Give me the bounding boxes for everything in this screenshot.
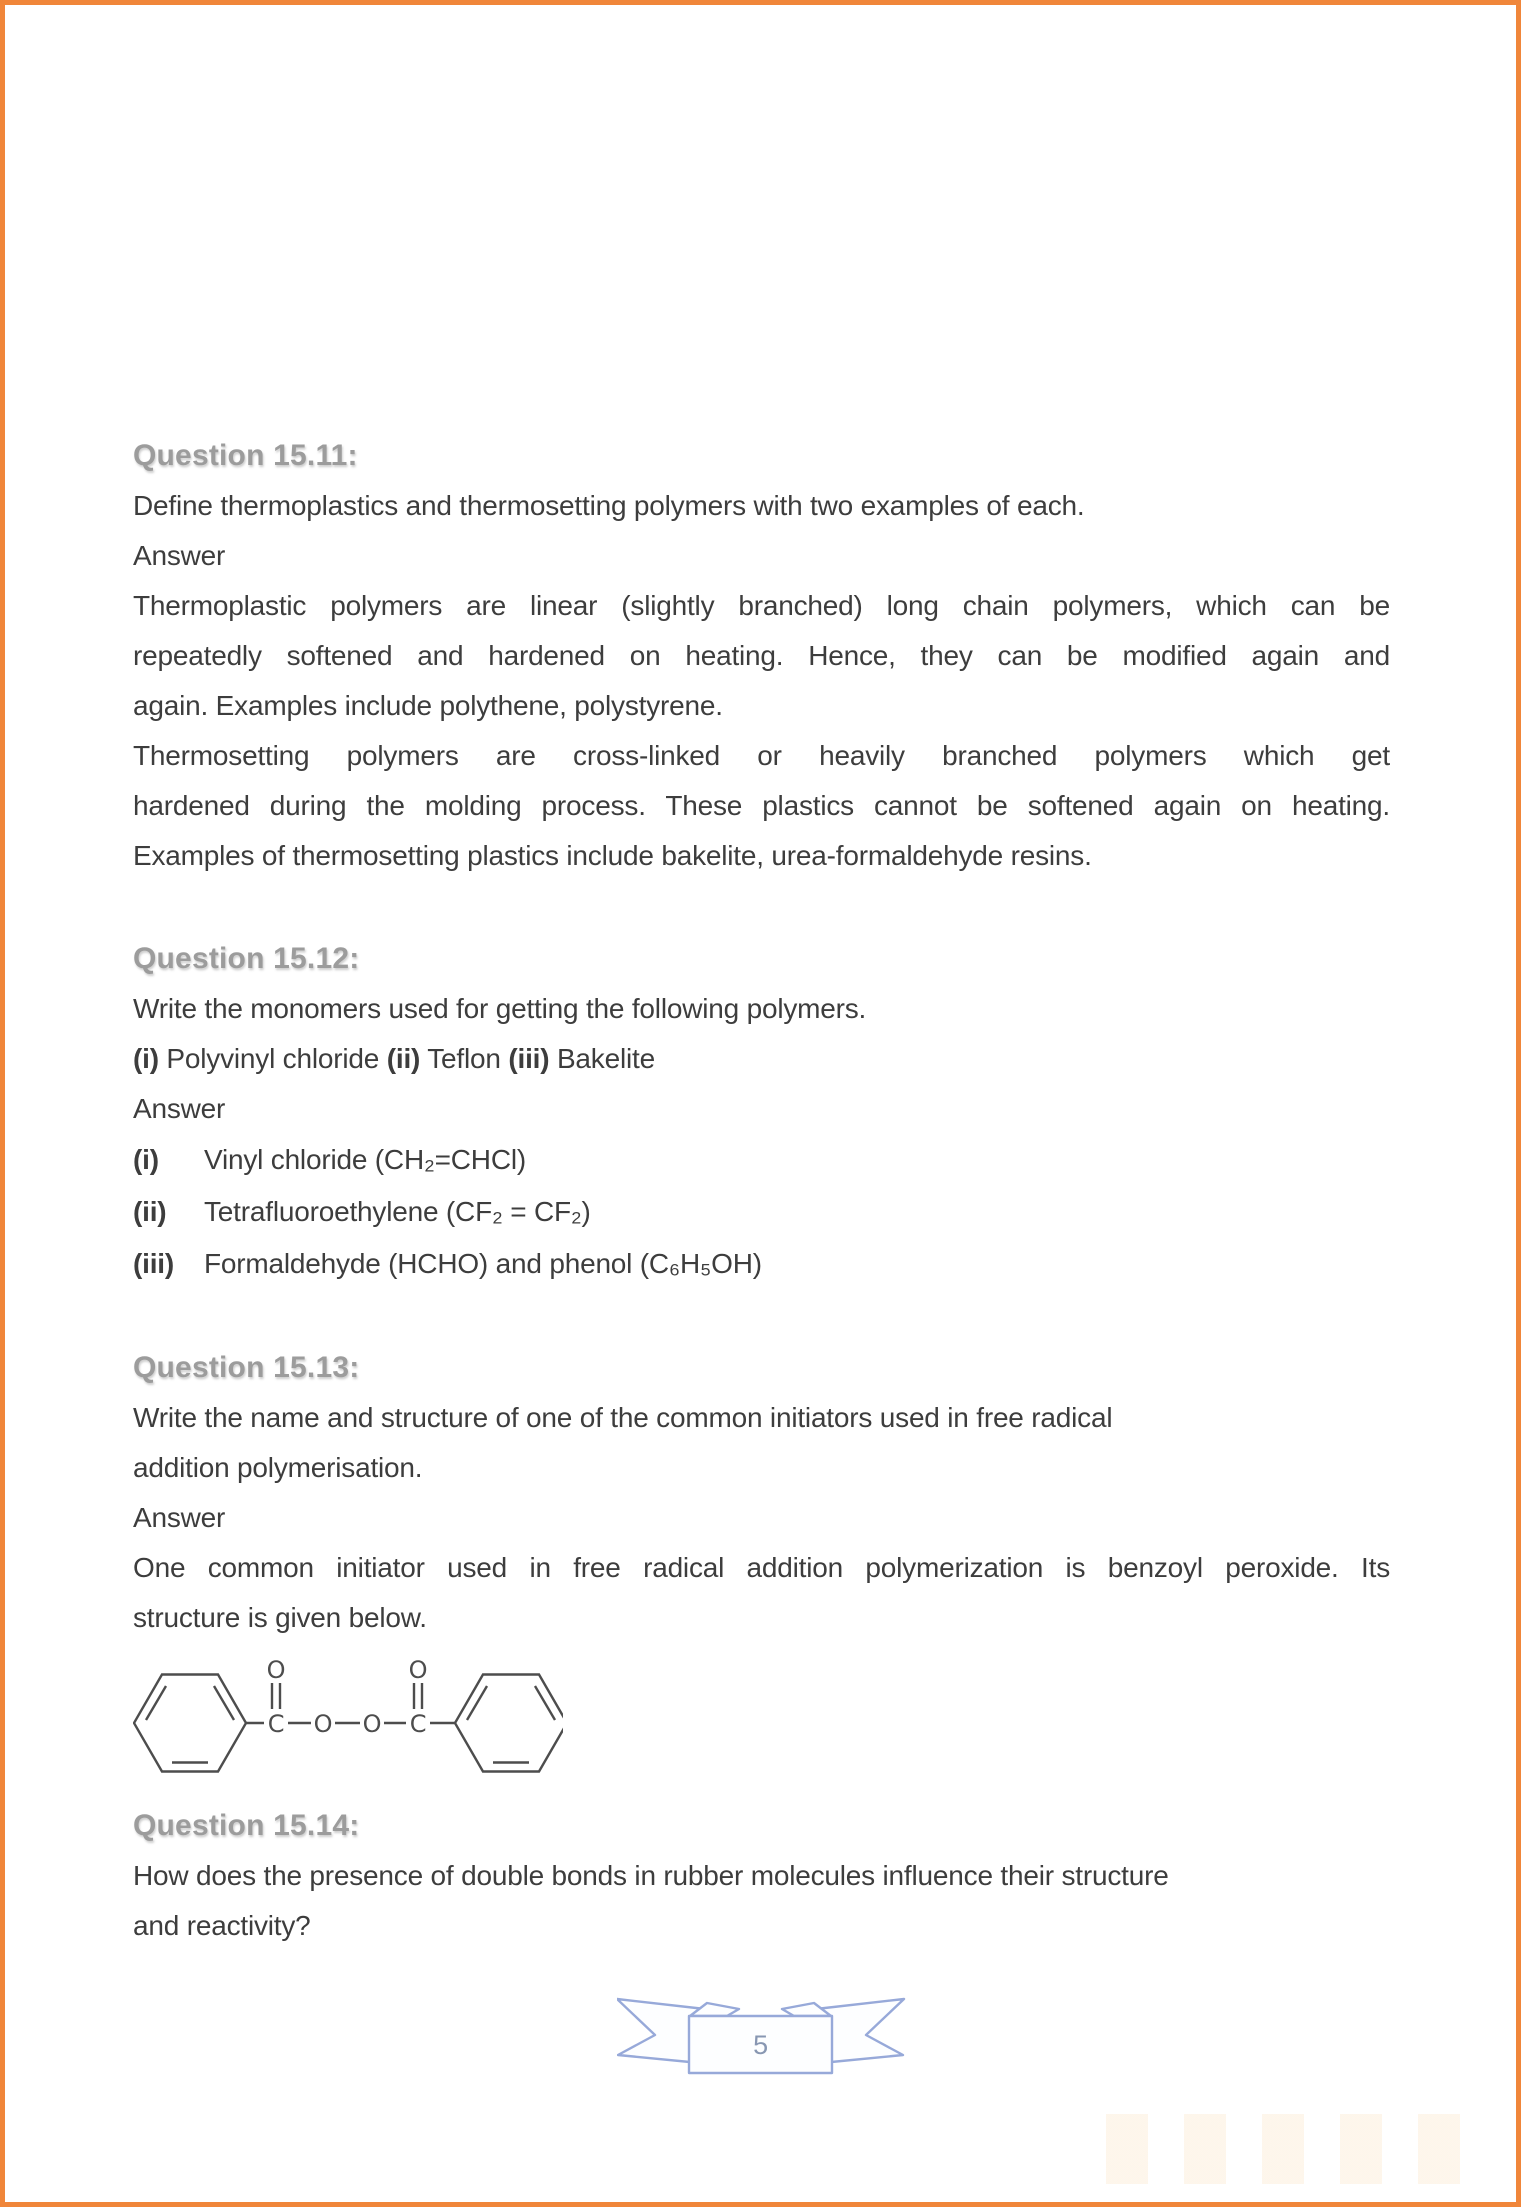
benzoyl-peroxide-structure bbox=[133, 1651, 1390, 1799]
question-text: Define thermoplastics and thermosetting polymers with two examples of each. bbox=[133, 490, 1085, 521]
ribbon-banner-icon bbox=[617, 1991, 907, 2083]
answer-item bbox=[133, 1186, 1390, 1238]
atom-label-o: O bbox=[266, 1656, 286, 1684]
benzene-ring-left bbox=[134, 1675, 246, 1772]
question-heading: Question 15.11: bbox=[133, 439, 358, 472]
ribbon-fold-left bbox=[690, 2003, 739, 2016]
answer-item bbox=[133, 1134, 1390, 1186]
answer-label: Answer bbox=[133, 540, 226, 571]
item-marker: (i) bbox=[133, 1144, 159, 1175]
answer-line: One common initiator used in free radical addition polymerization is benzoyl peroxide. Its bbox=[133, 1552, 1390, 1583]
page-number-ribbon bbox=[617, 1991, 907, 2083]
question-heading: Question 15.12: bbox=[133, 942, 360, 975]
section-question-15-14 bbox=[133, 1801, 1390, 1951]
atom-label-c: C bbox=[267, 1710, 285, 1738]
question-line: and reactivity? bbox=[133, 1910, 311, 1941]
answer-line: again. Examples include polythene, polystyrene. bbox=[133, 690, 723, 721]
question-heading: Question 15.14: bbox=[133, 1809, 360, 1842]
atom-label-o: O bbox=[313, 1710, 333, 1738]
answer-line: hardened during the molding process. These plastics cannot be softened again on heating. bbox=[133, 790, 1390, 821]
option-marker: (iii) bbox=[508, 1043, 550, 1074]
section-question-15-11 bbox=[133, 431, 1390, 881]
option-marker: (i) bbox=[133, 1043, 159, 1074]
question-text: Write the monomers used for getting the following polymers. bbox=[133, 993, 867, 1024]
item-text: Formaldehyde (HCHO) and phenol (C₆H₅OH) bbox=[204, 1248, 762, 1279]
question-heading: Question 15.13: bbox=[133, 1351, 360, 1384]
section-question-15-12 bbox=[133, 934, 1390, 1290]
atom-label-o: O bbox=[408, 1656, 428, 1684]
answer-line: repeatedly softened and hardened on heating. Hence, they can be modified again and bbox=[133, 640, 1390, 671]
chemical-structure-drawing bbox=[133, 1651, 563, 1799]
answer-line: structure is given below. bbox=[133, 1602, 427, 1633]
page-content bbox=[5, 5, 1516, 2083]
benzene-ring-right bbox=[455, 1675, 563, 1772]
item-text: Vinyl chloride (CH₂=CHCl) bbox=[204, 1144, 526, 1175]
option-text: Bakelite bbox=[556, 1043, 655, 1074]
section-question-15-13 bbox=[133, 1343, 1390, 1799]
answer-line: Examples of thermosetting plastics include bakelite, urea-formaldehyde resins. bbox=[133, 840, 1092, 871]
item-marker: (iii) bbox=[133, 1248, 174, 1279]
answer-line: Thermoplastic polymers are linear (slightly branched) long chain polymers, which can be bbox=[133, 590, 1390, 621]
answer-label: Answer bbox=[133, 1093, 226, 1124]
ribbon-fold-right bbox=[782, 2003, 831, 2016]
option-text: Teflon bbox=[427, 1043, 501, 1074]
question-line: addition polymerisation. bbox=[133, 1452, 423, 1483]
option-text: Polyvinyl chloride bbox=[166, 1043, 380, 1074]
atom-label-o: O bbox=[362, 1710, 382, 1738]
question-line: Write the name and structure of one of the common initiators used in free radical bbox=[133, 1402, 1113, 1433]
answer-label: Answer bbox=[133, 1502, 226, 1533]
options-line bbox=[133, 1034, 1390, 1084]
item-text: Tetrafluoroethylene (CF₂ = CF₂) bbox=[204, 1196, 591, 1227]
atom-label-c: C bbox=[409, 1710, 427, 1738]
page-number: 5 bbox=[753, 2030, 768, 2060]
option-marker: (ii) bbox=[386, 1043, 421, 1074]
answer-line: Thermosetting polymers are cross-linked or heavily branched polymers which get bbox=[133, 740, 1390, 771]
item-marker: (ii) bbox=[133, 1196, 167, 1227]
question-line: How does the presence of double bonds in rubber molecules influence their structure bbox=[133, 1860, 1169, 1891]
answer-item bbox=[133, 1238, 1390, 1290]
watermark-pattern bbox=[1106, 2114, 1496, 2184]
